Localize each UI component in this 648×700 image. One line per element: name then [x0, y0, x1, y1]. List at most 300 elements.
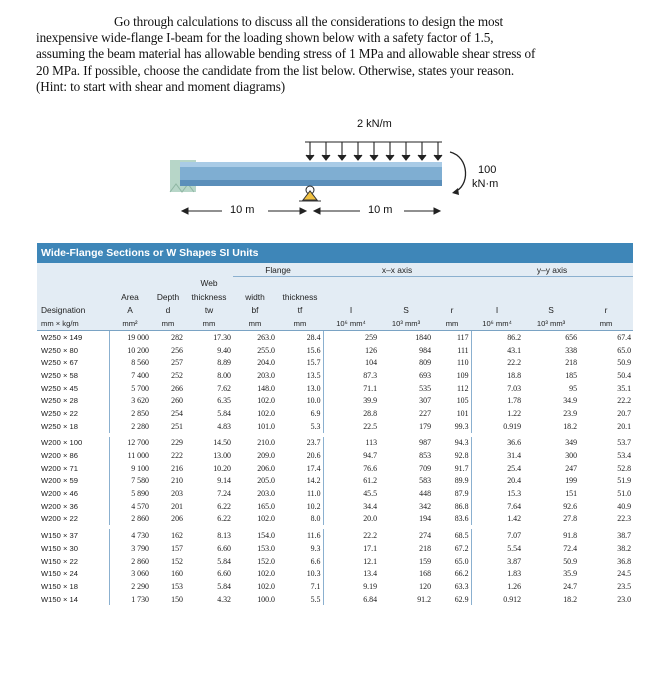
table-cell: 23.5 — [617, 581, 632, 591]
table-row — [37, 500, 633, 513]
header-web: Web — [200, 278, 218, 289]
table-cell: 307 — [419, 396, 432, 406]
table-cell: 9.40 — [217, 345, 231, 355]
table-cell: 72.4 — [563, 543, 578, 553]
table-cell: 13.4 — [363, 569, 378, 579]
table-cell: 102.0 — [257, 514, 275, 524]
table-cell: 709 — [419, 463, 432, 473]
table-cell: 1.42 — [507, 514, 522, 524]
table-cell: 91.8 — [563, 531, 578, 541]
table-row — [37, 382, 633, 395]
table-cell: 151 — [565, 489, 578, 499]
table-cell: 222 — [171, 451, 183, 461]
table-cell: 109 — [433, 369, 471, 382]
table-cell: 113 — [365, 438, 378, 448]
table-row — [37, 394, 633, 407]
table-cell: 274 — [419, 531, 432, 541]
table-cell: 51.9 — [617, 476, 632, 486]
table-cell: 203.0 — [257, 370, 275, 380]
designation-cell: W200 × 59 — [37, 475, 109, 488]
table-cell: 185 — [565, 370, 578, 380]
table-row — [37, 407, 633, 420]
table-cell: 7 580 — [131, 476, 149, 486]
table-cell: 194 — [419, 514, 432, 524]
table-cell: 36.8 — [617, 556, 632, 566]
table-cell: 14.50 — [213, 438, 231, 448]
table-cell: 206.0 — [257, 463, 275, 473]
table-cell: 2 860 — [131, 556, 149, 566]
table-cell: 259 — [365, 332, 378, 342]
table-cell: 23.7 — [277, 437, 323, 450]
header-rx: r — [450, 304, 454, 315]
table-cell: 5.54 — [507, 543, 522, 553]
unit-cell: mm — [185, 316, 233, 331]
table-cell: 1 730 — [131, 594, 149, 604]
table-cell: 7.1 — [277, 580, 323, 593]
table-row — [37, 593, 633, 606]
problem-line-2: inexpensive wide-flange I-beam for the loading shown below with a safety factor of 1.5, — [36, 30, 494, 46]
table-cell: 91.7 — [433, 462, 471, 475]
table-row — [37, 580, 633, 593]
designation-cell: W200 × 36 — [37, 500, 109, 513]
table-cell: 8.0 — [277, 513, 323, 526]
table-cell: 87.9 — [433, 487, 471, 500]
table-cell: 6.22 — [217, 501, 231, 511]
table-cell: 6.60 — [217, 543, 231, 553]
table-cell: 254 — [171, 408, 183, 418]
section-table — [37, 263, 633, 605]
table-cell: 15.7 — [277, 356, 323, 369]
table-cell: 247 — [565, 463, 578, 473]
moment-unit-label: kN·m — [472, 178, 499, 190]
table-cell: 1.78 — [507, 396, 522, 406]
table-cell: 87.3 — [363, 370, 378, 380]
table-cell: 28.8 — [363, 408, 378, 418]
table-cell: 4 730 — [131, 531, 149, 541]
problem-line-4: 20 MPa. If possible, choose the candidate from the list below. Otherwise, states your reason. — [36, 62, 515, 78]
table-cell: 20.1 — [617, 421, 632, 431]
table-cell: 150 — [171, 594, 183, 604]
header-depth: Depth — [156, 291, 180, 302]
table-cell: 204.0 — [257, 358, 275, 368]
table-cell: 8 560 — [131, 358, 149, 368]
designation-cell: W250 × 45 — [37, 382, 109, 395]
designation-cell: W250 × 28 — [37, 394, 109, 407]
table-cell: 260 — [171, 396, 183, 406]
table-cell: 9.19 — [363, 581, 378, 591]
span-right-label: 10 m — [368, 204, 393, 216]
designation-cell: W250 × 80 — [37, 344, 109, 357]
table-row — [37, 331, 633, 344]
table-cell: 20.0 — [363, 514, 378, 524]
table-cell: 117 — [433, 331, 471, 344]
table-cell: 52.8 — [617, 463, 632, 473]
table-row — [37, 420, 633, 433]
table-cell: 201 — [171, 501, 183, 511]
table-row — [37, 487, 633, 500]
table-cell: 22.2 — [363, 531, 378, 541]
table-cell: 12.1 — [363, 556, 378, 566]
table-cell: 50.9 — [617, 358, 632, 368]
header-Ix: I — [349, 304, 353, 315]
problem-line-5: (Hint: to start with shear and moment diagrams) — [36, 78, 286, 94]
table-cell: 24.5 — [617, 569, 632, 579]
table-cell: 4.32 — [217, 594, 231, 604]
table-cell: 165.0 — [257, 501, 275, 511]
table-row — [37, 513, 633, 526]
table-cell: 38.2 — [617, 543, 632, 553]
header-tw: tw — [204, 304, 214, 315]
table-cell: 8.13 — [217, 531, 231, 541]
table-cell: 31.4 — [507, 451, 522, 461]
table-cell: 206 — [171, 514, 183, 524]
table-cell: 2 280 — [131, 421, 149, 431]
header-flange-thickness: thickness — [282, 291, 318, 302]
table-cell: 53.4 — [617, 451, 632, 461]
table-cell: 227 — [419, 408, 432, 418]
header-Iy: I — [495, 304, 499, 315]
table-cell: 86.8 — [433, 500, 471, 513]
table-cell: 67.4 — [617, 332, 632, 342]
table-cell: 157 — [171, 543, 183, 553]
table-cell: 266 — [171, 383, 183, 393]
unit-cell: mm² — [109, 316, 151, 331]
table-cell: 5.84 — [217, 408, 231, 418]
table-cell: 5.3 — [277, 420, 323, 433]
table-cell: 210.0 — [257, 438, 275, 448]
table-row — [37, 462, 633, 475]
designation-cell: W150 × 18 — [37, 580, 109, 593]
table-row — [37, 356, 633, 369]
table-cell: 987 — [419, 438, 432, 448]
table-cell: 205.0 — [257, 476, 275, 486]
table-cell: 17.1 — [363, 543, 378, 553]
header-Sx: S — [403, 304, 409, 315]
unit-cell: mm — [579, 316, 633, 331]
table-cell: 20.4 — [507, 476, 522, 486]
table-cell: 4 570 — [131, 501, 149, 511]
group-yy-axis: y–y axis — [471, 263, 633, 277]
distributed-load-arrows — [305, 142, 442, 160]
table-cell: 338 — [565, 345, 578, 355]
unit-cell: 10³ mm³ — [379, 316, 433, 331]
table-row — [37, 369, 633, 382]
unit-cell: mm — [277, 316, 323, 331]
table-cell: 61.2 — [363, 476, 378, 486]
table-cell: 110 — [433, 356, 471, 369]
table-cell: 7.03 — [507, 383, 522, 393]
table-cell: 62.9 — [433, 593, 471, 606]
table-cell: 102.0 — [257, 396, 275, 406]
table-cell: 19 000 — [127, 332, 149, 342]
table-cell: 13.5 — [277, 369, 323, 382]
table-cell: 263.0 — [257, 332, 275, 342]
designation-cell: W150 × 37 — [37, 529, 109, 542]
table-cell: 154.0 — [257, 531, 275, 541]
table-cell: 6.60 — [217, 569, 231, 579]
table-cell: 22.2 — [507, 358, 522, 368]
table-cell: 23.0 — [617, 594, 632, 604]
table-cell: 10.3 — [277, 567, 323, 580]
table-cell: 11 000 — [127, 451, 149, 461]
table-cell: 27.8 — [563, 514, 578, 524]
roller-support — [299, 186, 321, 201]
table-cell: 76.6 — [363, 463, 378, 473]
table-cell: 100.0 — [257, 594, 275, 604]
table-cell: 105 — [433, 394, 471, 407]
unit-cell: mm × kg/m — [37, 316, 109, 331]
table-row — [37, 437, 633, 450]
table-cell: 160 — [171, 569, 183, 579]
table-cell: 14.2 — [277, 475, 323, 488]
designation-cell: W250 × 67 — [37, 356, 109, 369]
unit-cell: mm — [433, 316, 471, 331]
table-cell: 17.30 — [213, 332, 231, 342]
table-cell: 18.2 — [563, 421, 578, 431]
group-flange: Flange — [233, 263, 323, 277]
table-cell: 34.9 — [563, 396, 578, 406]
table-cell: 251 — [171, 421, 183, 431]
problem-statement — [36, 14, 636, 95]
table-cell: 809 — [419, 358, 432, 368]
table-cell: 102.0 — [257, 569, 275, 579]
beam-diagram — [0, 112, 648, 222]
table-cell: 95 — [569, 383, 578, 393]
span-left-label: 10 m — [230, 204, 255, 216]
table-cell: 17.4 — [277, 462, 323, 475]
table-cell: 984 — [419, 345, 432, 355]
table-cell: 38.7 — [617, 531, 632, 541]
table-cell: 583 — [419, 476, 432, 486]
table-cell: 102.0 — [257, 408, 275, 418]
table-cell: 11.6 — [277, 529, 323, 542]
header-flange-width: width — [245, 291, 265, 302]
table-cell: 10.0 — [277, 394, 323, 407]
table-cell: 342 — [419, 501, 432, 511]
table-cell: 218 — [565, 358, 578, 368]
table-cell: 1840 — [415, 332, 432, 342]
table-cell: 65.0 — [617, 345, 632, 355]
table-cell: 656 — [565, 332, 578, 342]
table-cell: 40.9 — [617, 501, 632, 511]
table-cell: 448 — [419, 489, 432, 499]
table-cell: 101 — [433, 407, 471, 420]
table-cell: 104 — [365, 358, 378, 368]
table-cell: 99.3 — [433, 420, 471, 433]
designation-cell: W200 × 46 — [37, 487, 109, 500]
table-cell: 86.2 — [507, 332, 522, 342]
table-cell: 22.5 — [363, 421, 378, 431]
table-cell: 162 — [171, 531, 183, 541]
table-cell: 693 — [419, 370, 432, 380]
designation-cell: W150 × 30 — [37, 542, 109, 555]
dimension-lines — [182, 208, 440, 214]
table-cell: 3.87 — [507, 556, 522, 566]
designation-cell: W200 × 22 — [37, 513, 109, 526]
designation-cell: W200 × 71 — [37, 462, 109, 475]
table-cell: 9.14 — [217, 476, 231, 486]
designation-cell: W250 × 58 — [37, 369, 109, 382]
table-cell: 15.3 — [507, 489, 522, 499]
table-cell: 349 — [565, 438, 578, 448]
table-cell: 5.84 — [217, 556, 231, 566]
table-cell: 10 200 — [127, 345, 149, 355]
header-Sy: S — [548, 304, 554, 315]
table-cell: 68.5 — [433, 529, 471, 542]
table-cell: 159 — [419, 556, 432, 566]
table-cell: 18.2 — [563, 594, 578, 604]
moment-value-label: 100 — [478, 164, 497, 176]
header-d: d — [165, 304, 171, 315]
table-cell: 7.64 — [507, 501, 522, 511]
table-cell: 2 850 — [131, 408, 149, 418]
table-cell: 1.22 — [507, 408, 522, 418]
table-cell: 1.83 — [507, 569, 522, 579]
table-cell: 92.8 — [433, 449, 471, 462]
problem-line-1: Go through calculations to discuss all the considerations to design the most — [114, 14, 504, 29]
header-web-thickness: thickness — [191, 291, 227, 302]
table-row — [37, 344, 633, 357]
beam-figure — [0, 112, 648, 222]
table-cell: 10.2 — [277, 500, 323, 513]
table-cell: 6.22 — [217, 514, 231, 524]
problem-line-3: assuming the beam material has allowable bending stress of 1 MPa and allowable shear stress of — [36, 46, 536, 62]
table-cell: 7.07 — [507, 531, 522, 541]
table-row — [37, 542, 633, 555]
table-cell: 50.4 — [617, 370, 632, 380]
designation-cell: W150 × 22 — [37, 555, 109, 568]
table-cell: 15.6 — [277, 344, 323, 357]
table-cell: 20.6 — [277, 449, 323, 462]
table-cell: 39.9 — [363, 396, 378, 406]
header-tf: tf — [297, 304, 303, 315]
table-cell: 5 700 — [131, 383, 149, 393]
table-cell: 91.2 — [417, 594, 432, 604]
group-xx-axis: x–x axis — [323, 263, 471, 277]
table-cell: 229 — [171, 438, 183, 448]
table-cell: 6.84 — [363, 594, 378, 604]
table-cell: 209.0 — [257, 451, 275, 461]
table-cell: 71.1 — [363, 383, 378, 393]
table-cell: 216 — [171, 463, 183, 473]
beam — [180, 162, 442, 186]
table-cell: 300 — [565, 451, 578, 461]
table-cell: 252 — [171, 370, 183, 380]
table-cell: 6.6 — [277, 555, 323, 568]
table-cell: 10.20 — [213, 463, 231, 473]
table-cell: 210 — [171, 476, 183, 486]
table-cell: 22.3 — [617, 514, 632, 524]
header-bf: bf — [251, 304, 259, 315]
table-cell: 535 — [419, 383, 432, 393]
moment-arrow — [450, 152, 466, 195]
table-cell: 152.0 — [257, 556, 275, 566]
designation-cell: W250 × 149 — [37, 331, 109, 344]
table-cell: 7 400 — [131, 370, 149, 380]
header-A: A — [127, 304, 133, 315]
table-cell: 2 290 — [131, 581, 149, 591]
table-cell: 94.7 — [363, 451, 378, 461]
designation-cell: W150 × 14 — [37, 593, 109, 606]
unit-cell: 10³ mm³ — [523, 316, 579, 331]
table-cell: 256 — [171, 345, 183, 355]
table-title: Wide-Flange Sections or W Shapes SI Units — [37, 243, 633, 263]
table-cell: 22.2 — [617, 396, 632, 406]
table-cell: 3 790 — [131, 543, 149, 553]
units-row — [37, 316, 633, 331]
table-cell: 25.4 — [507, 463, 522, 473]
designation-cell: W250 × 18 — [37, 420, 109, 433]
table-cell: 853 — [419, 451, 432, 461]
table-row — [37, 555, 633, 568]
table-cell: 203 — [171, 489, 183, 499]
header-ry: r — [604, 304, 608, 315]
table-cell: 5 890 — [131, 489, 149, 499]
table-cell: 282 — [171, 332, 183, 342]
table-cell: 148.0 — [257, 383, 275, 393]
unit-cell: 10⁶ mm⁴ — [323, 316, 379, 331]
table-row — [37, 475, 633, 488]
table-cell: 9.3 — [277, 542, 323, 555]
table-cell: 255.0 — [257, 345, 275, 355]
designation-cell: W150 × 24 — [37, 567, 109, 580]
table-cell: 67.2 — [433, 542, 471, 555]
table-cell: 3 620 — [131, 396, 149, 406]
table-cell: 36.6 — [507, 438, 522, 448]
table-cell: 94.3 — [433, 437, 471, 450]
table-cell: 152 — [171, 556, 183, 566]
table-cell: 3 060 — [131, 569, 149, 579]
table-cell: 11.0 — [277, 487, 323, 500]
table-cell: 92.6 — [563, 501, 578, 511]
table-cell: 18.8 — [507, 370, 522, 380]
table-cell: 20.7 — [617, 408, 632, 418]
table-cell: 13.0 — [277, 382, 323, 395]
table-row — [37, 529, 633, 542]
table-cell: 53.7 — [617, 438, 632, 448]
table-cell: 7.62 — [217, 383, 231, 393]
table-cell: 34.4 — [363, 501, 378, 511]
table-cell: 45.5 — [363, 489, 378, 499]
table-cell: 120 — [419, 581, 432, 591]
table-cell: 9 100 — [131, 463, 149, 473]
table-cell: 6.9 — [277, 407, 323, 420]
load-label: 2 kN/m — [357, 118, 392, 130]
wide-flange-table — [37, 243, 633, 605]
table-cell: 199 — [565, 476, 578, 486]
header-designation: Designation — [41, 304, 86, 315]
table-cell: 5.5 — [277, 593, 323, 606]
table-row — [37, 449, 633, 462]
table-cell: 28.4 — [277, 331, 323, 344]
table-body — [37, 331, 633, 606]
table-cell: 0.912 — [503, 594, 522, 604]
table-cell: 65.0 — [433, 555, 471, 568]
table-cell: 35.1 — [617, 383, 632, 393]
table-cell: 5.84 — [217, 581, 231, 591]
table-cell: 43.1 — [507, 345, 522, 355]
table-cell: 51.0 — [617, 489, 632, 499]
table-cell: 7.24 — [217, 489, 231, 499]
table-cell: 13.00 — [213, 451, 231, 461]
table-cell: 83.6 — [433, 513, 471, 526]
designation-cell: W200 × 100 — [37, 437, 109, 450]
table-cell: 24.7 — [563, 581, 578, 591]
table-cell: 6.35 — [217, 396, 231, 406]
table-cell: 8.00 — [217, 370, 231, 380]
designation-cell: W250 × 22 — [37, 407, 109, 420]
table-cell: 257 — [171, 358, 183, 368]
